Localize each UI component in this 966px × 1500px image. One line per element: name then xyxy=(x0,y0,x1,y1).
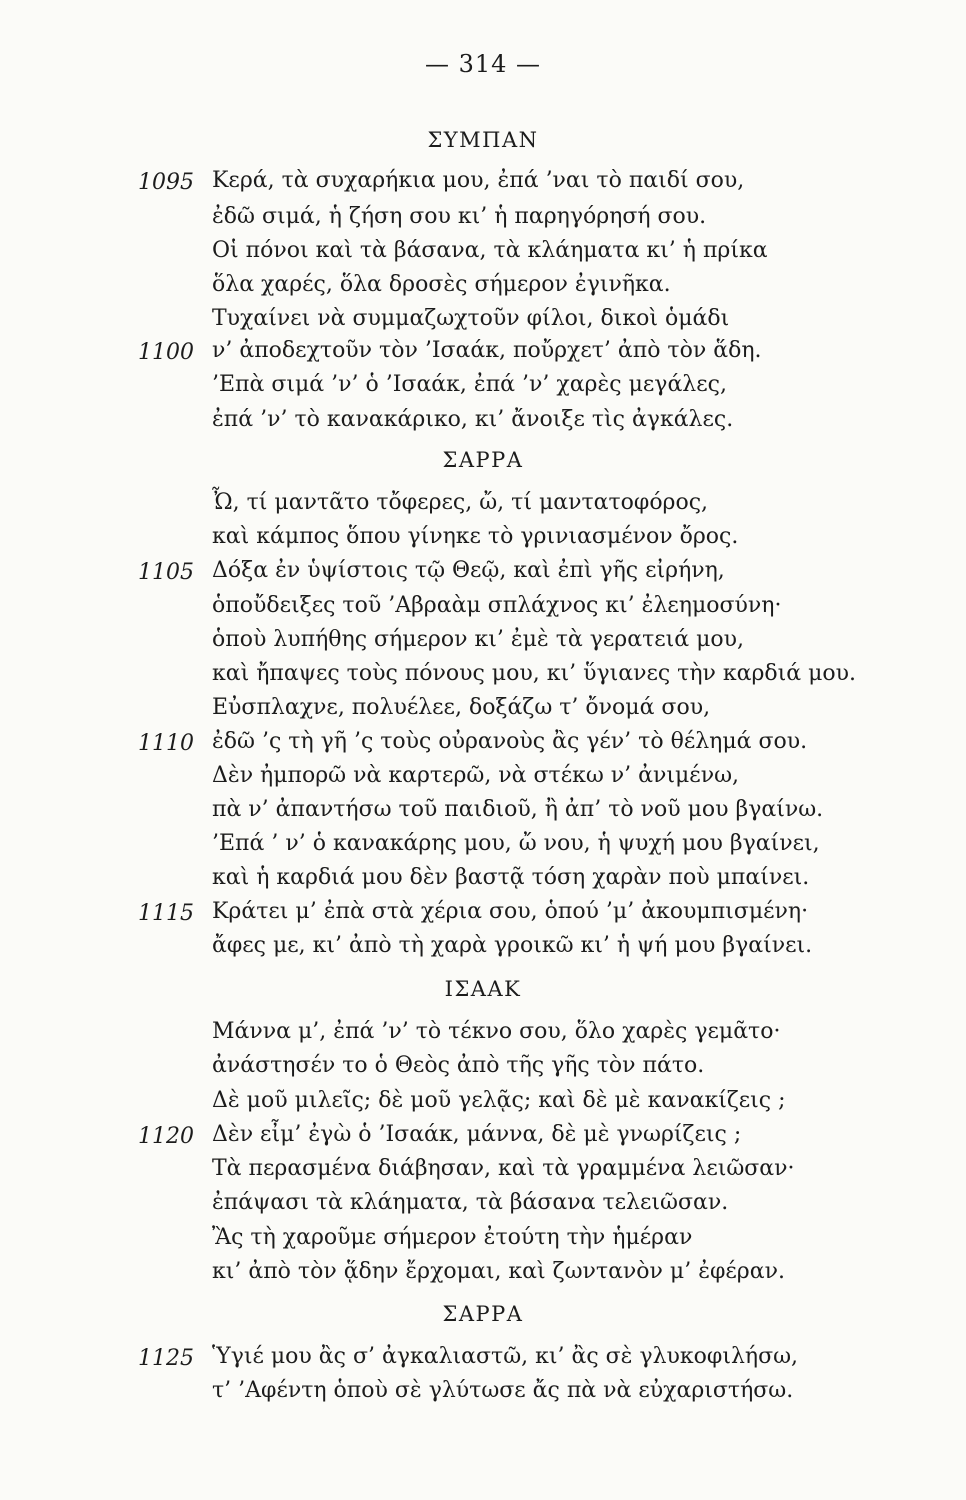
verse-line: ’Επά ’ ν’ ὁ κανακάρης μου, ὤ νου, ἡ ψυχή μου βγαίνει, xyxy=(212,831,820,856)
verse-line: Δὲ μοῦ μιλεῖς; δὲ μοῦ γελᾷς; καὶ δὲ μὲ κανακίζεις ; xyxy=(212,1088,786,1113)
verse-line: Κερά, τὰ συχαρήκια μου, ἐπά ’ναι τὸ παιδί σου, xyxy=(212,168,745,193)
verse-line: Δὲν ἠμπορῶ νὰ καρτερῶ, νὰ στέκω ν’ ἀνιμένω, xyxy=(212,763,740,788)
verse-line: Τυχαίνει νὰ συμμαζωχτοῦν φίλοι, δικοὶ ὁμάδι xyxy=(212,306,730,331)
verse-line: καὶ ἡ καρδιά μου δὲν βαστᾷ τόση χαρὰν ποὺ μπαίνει. xyxy=(212,865,810,890)
verse-line: ὁποὺ λυπήθης σήμερον κι’ ἐμὲ τὰ γερατειά μου, xyxy=(212,627,745,652)
speaker-heading: ΣΑΡΡΑ xyxy=(442,448,524,472)
speaker-heading: ΣΥΜΠΑΝ xyxy=(427,128,539,152)
verse-line: Μάννα μ’, ἐπά ’ν’ τὸ τέκνο σου, ὅλο χαρὲς γεμᾶτο· xyxy=(212,1019,781,1044)
verse-line: ὅλα χαρές, ὅλα δροσὲς σήμερον ἐγινῆκα. xyxy=(212,272,671,297)
speaker-heading: ΣΑΡΡΑ xyxy=(442,1302,524,1326)
verse-line: Οἱ πόνοι καὶ τὰ βάσανα, τὰ κλάηματα κι’ ἡ πρίκα xyxy=(212,238,768,263)
verse-line: ἐπάψασι τὰ κλάηματα, τὰ βάσανα τελειῶσαν. xyxy=(212,1190,729,1215)
verse-line: ἀνάστησέν το ὁ Θεὸς ἀπὸ τῆς γῆς τὸν πάτο. xyxy=(212,1053,705,1078)
verse-line: καὶ ἤπαψες τοὺς πόνους μου, κι’ ὕγιανες τὴν καρδιά μου. xyxy=(212,661,857,686)
verse-line: Τὰ περασμένα διάβησαν, καὶ τὰ γραμμένα λειῶσαν· xyxy=(212,1156,795,1181)
verse-line: ’Επὰ σιμά ’ν’ ὁ ’Ισαάκ, ἐπά ’ν’ χαρὲς μεγάλες, xyxy=(212,372,727,397)
verse-line: Εὐσπλαχνε, πολυέλεε, δοξάζω τ’ ὄνομά σου, xyxy=(212,695,711,720)
line-number: 1110 xyxy=(138,731,194,756)
verse-line: καὶ κάμπος ὅπου γίνηκε τὸ γρινιασμένον ὄρος. xyxy=(212,524,739,549)
verse-line: ἐπά ’ν’ τὸ κανακάρικο, κι’ ἄνοιξε τὶς ἀγκάλες. xyxy=(212,407,734,432)
verse-line: Ὦ, τί μαντᾶτο τὄφερες, ὤ, τί μαντατοφόρος, xyxy=(212,490,709,515)
line-number: 1105 xyxy=(138,560,194,585)
line-number: 1100 xyxy=(138,340,194,365)
page-number: — 314 — xyxy=(424,50,542,78)
speaker-heading: ΙΣΑΑΚ xyxy=(444,977,522,1001)
line-number: 1120 xyxy=(138,1124,194,1149)
verse-line: Δὲν εἶμ’ ἐγὼ ὁ ’Ισαάκ, μάννα, δὲ μὲ γνωρίζεις ; xyxy=(212,1122,742,1147)
verse-line: Κράτει μ’ ἐπὰ στὰ χέρια σου, ὁπού ’μ’ ἀκουμπισμένη· xyxy=(212,899,809,924)
verse-line: ν’ ἀποδεχτοῦν τὸν ’Ισαάκ, ποὔρχετ’ ἀπὸ τὸν ἅδη. xyxy=(212,338,762,363)
verse-line: κι’ ἀπὸ τὸν ᾅδην ἔρχομαι, καὶ ζωντανὸν μ’ ἐφέραν. xyxy=(212,1259,785,1284)
verse-line: ὁποὔδειξες τοῦ ’Αβραὰμ σπλάχνος κι’ ἐλεημοσύνη· xyxy=(212,593,782,618)
verse-line: πὰ ν’ ἀπαντήσω τοῦ παιδιοῦ, ἢ ἀπ’ τὸ νοῦ μου βγαίνω. xyxy=(212,797,824,822)
verse-line: ἐδῶ σιμά, ἡ ζήση σου κι’ ἡ παρηγόρησή σου. xyxy=(212,204,707,229)
line-number: 1115 xyxy=(138,901,194,926)
verse-line: τ’ ’Αφέντη ὁποὺ σὲ γλύτωσε ἄς πὰ νὰ εὐχαριστήσω. xyxy=(212,1378,794,1403)
verse-line: Δόξα ἐν ὑψίστοις τῷ Θεῷ, καὶ ἐπὶ γῆς εἰρήνη, xyxy=(212,558,725,583)
verse-line: ἄφες με, κι’ ἀπὸ τὴ χαρὰ γροικῶ κι’ ἡ ψή μου βγαίνει. xyxy=(212,933,813,958)
verse-line: Ἂς τὴ χαροῦμε σήμερον ἐτούτη τὴν ἡμέραν xyxy=(212,1225,693,1250)
verse-line: Ὑγιέ μου ἂς σ’ ἀγκαλιαστῶ, κι’ ἂς σὲ γλυκοφιλήσω, xyxy=(212,1344,799,1369)
line-number: 1125 xyxy=(138,1346,194,1371)
verse-line: ἐδῶ ’ς τὴ γῆ ’ς τοὺς οὐρανοὺς ἂς γέν’ τὸ θέλημά σου. xyxy=(212,729,808,754)
line-number: 1095 xyxy=(138,170,194,195)
